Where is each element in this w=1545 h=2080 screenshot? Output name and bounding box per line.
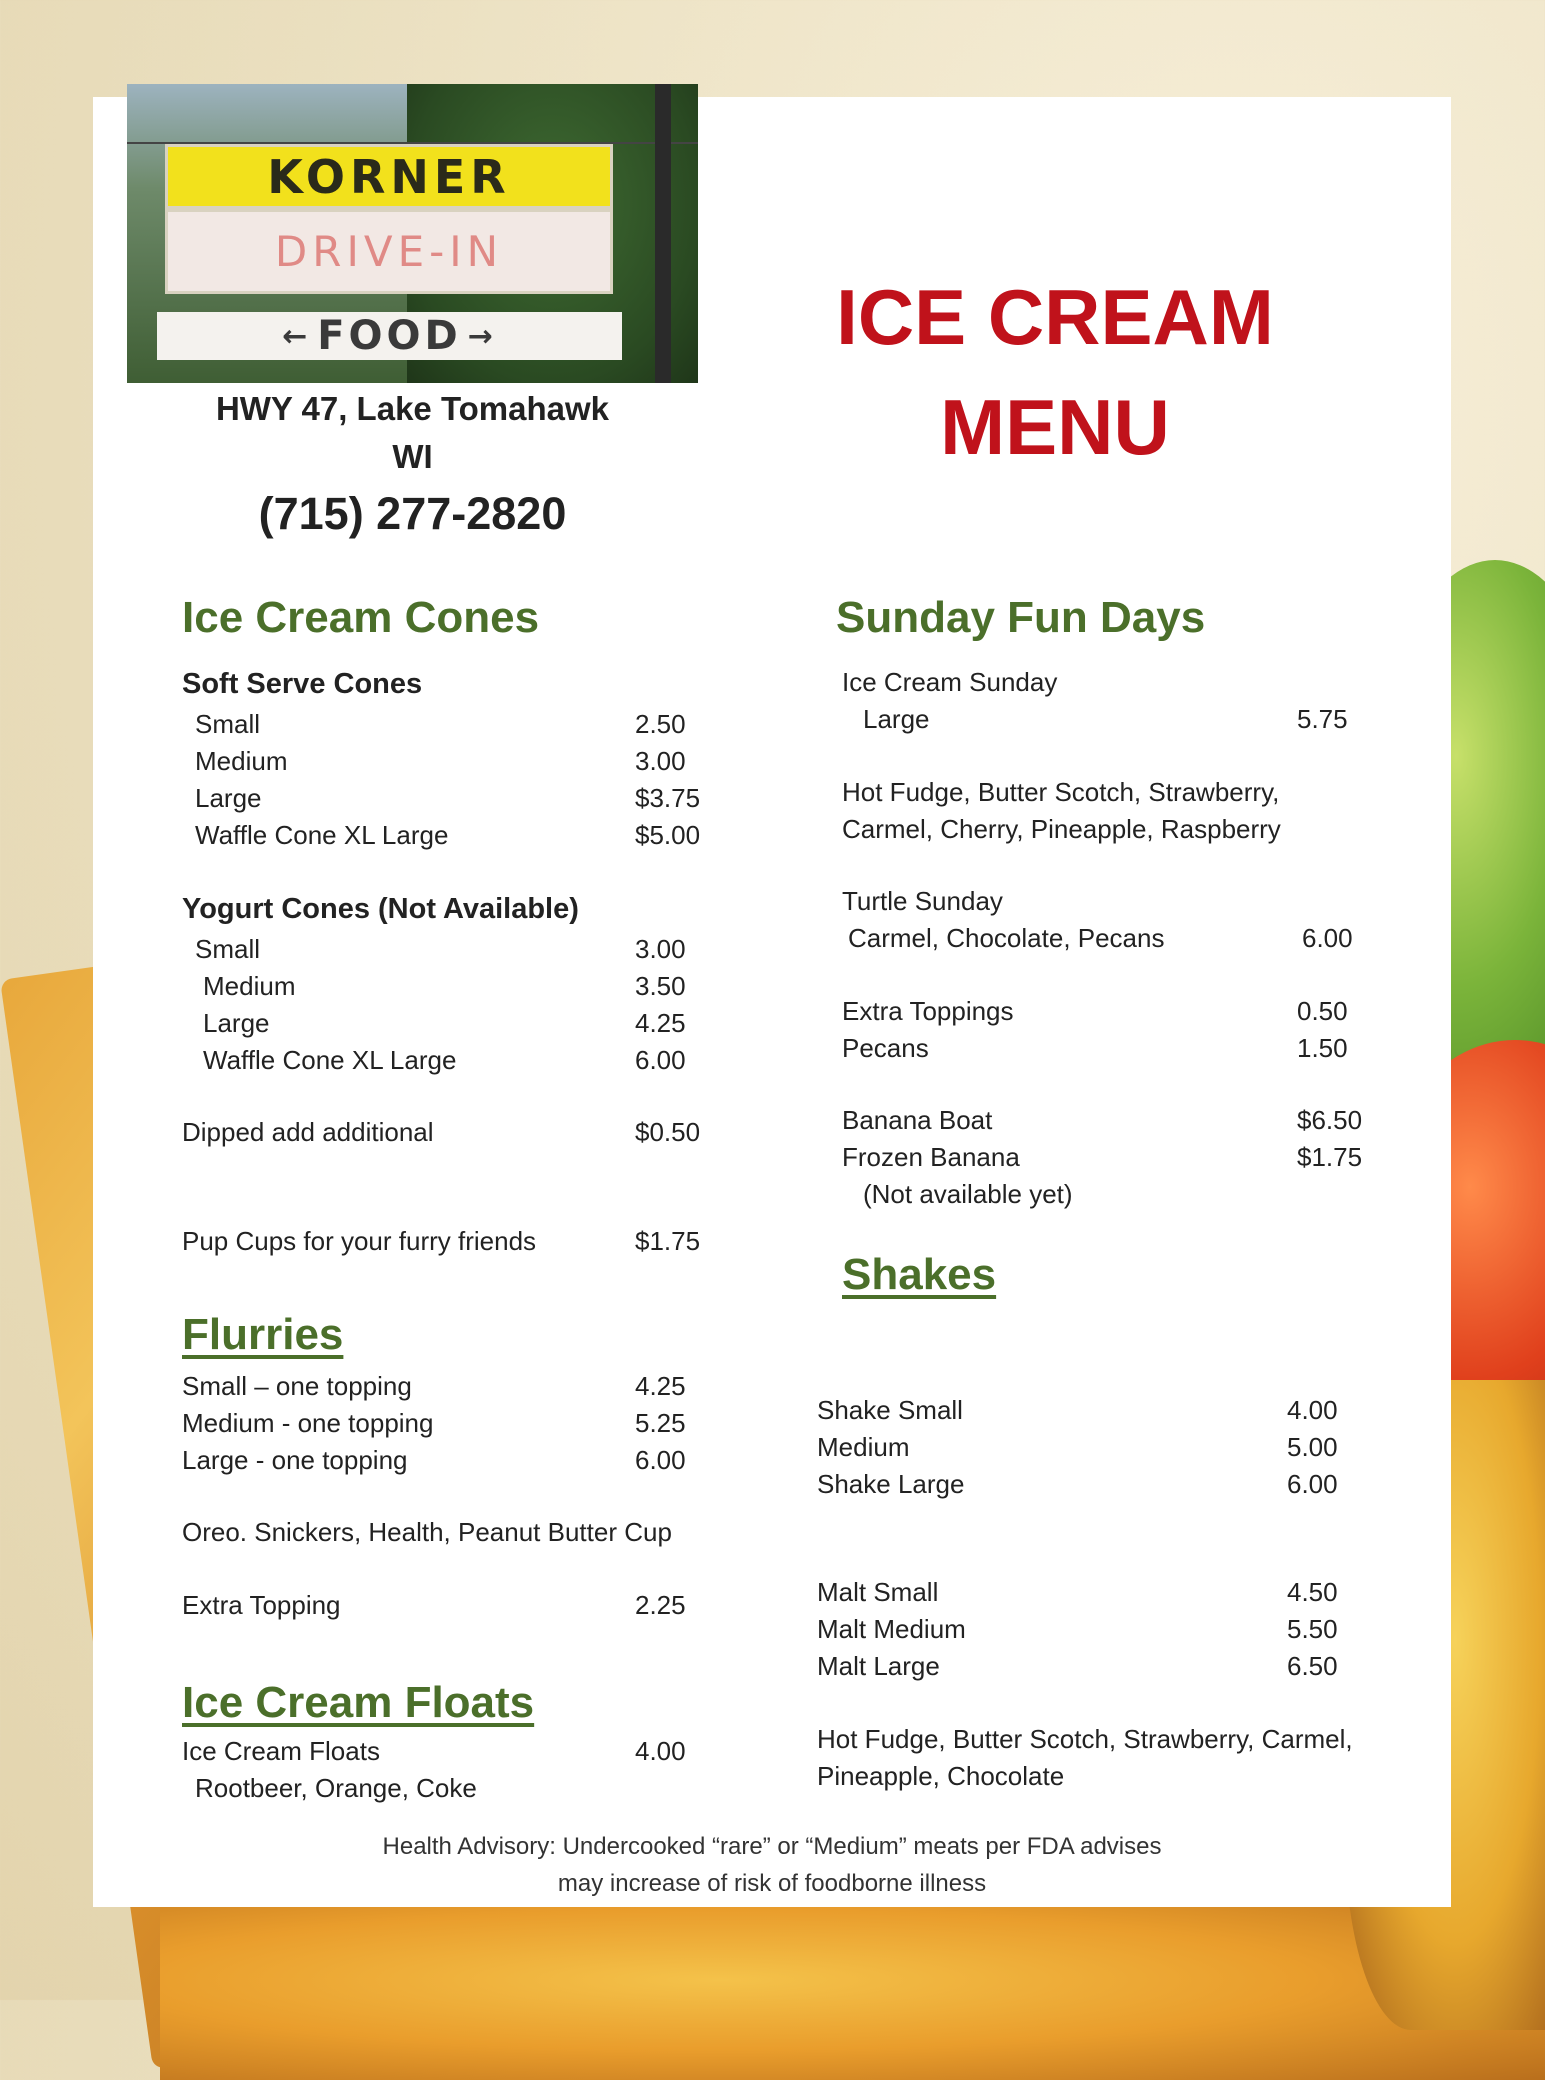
section-heading-sundays: Sunday Fun Days xyxy=(836,593,1206,642)
address-line2: WI xyxy=(392,438,433,475)
malt-item-price: 5.50 xyxy=(1287,1614,1338,1644)
sign-bottom-panel xyxy=(157,312,622,360)
turtle-sunday-desc: Carmel, Chocolate, Pecans xyxy=(848,923,1165,953)
shake-flavors-line2: Pineapple, Chocolate xyxy=(817,1761,1065,1791)
soft-serve-item-price: 2.50 xyxy=(635,709,686,739)
section-heading-flurries: Flurries xyxy=(182,1310,344,1359)
sign-photo xyxy=(127,84,698,383)
soft-serve-item-name: Small xyxy=(195,709,261,739)
frozen-banana-price: $1.75 xyxy=(1297,1142,1363,1172)
yogurt-item-name: Waffle Cone XL Large xyxy=(203,1045,457,1075)
section-heading-shakes: Shakes xyxy=(842,1250,997,1299)
malt-item-name: Malt Large xyxy=(817,1651,940,1681)
flurry-item-price: 5.25 xyxy=(635,1408,686,1438)
yogurt-item-price: 3.00 xyxy=(635,934,686,964)
shake-item-name: Shake Large xyxy=(817,1469,965,1499)
yogurt-item-name: Large xyxy=(203,1008,270,1038)
shake-item-price: 6.00 xyxy=(1287,1469,1338,1499)
float-flavors: Rootbeer, Orange, Coke xyxy=(195,1773,477,1803)
malt-item-name: Malt Medium xyxy=(817,1614,966,1644)
soft-serve-item-name: Waffle Cone XL Large xyxy=(195,820,449,850)
health-advisory-line2: may increase of risk of foodborne illness xyxy=(557,1870,987,1897)
sign-bottom-text: FOOD xyxy=(317,313,462,359)
turtle-sunday-price: 6.00 xyxy=(1302,923,1353,953)
shake-item-price: 4.00 xyxy=(1287,1395,1338,1425)
flurry-item-price: 6.00 xyxy=(635,1445,686,1475)
turtle-sunday-label: Turtle Sunday xyxy=(842,886,1003,916)
banana-boat-label: Banana Boat xyxy=(842,1105,993,1135)
malt-item-price: 4.50 xyxy=(1287,1577,1338,1607)
yogurt-item-price: 4.25 xyxy=(635,1008,686,1038)
extra-toppings-label: Extra Toppings xyxy=(842,996,1014,1026)
extra-topping-label: Extra Topping xyxy=(182,1590,341,1620)
soft-serve-item-name: Large xyxy=(195,783,262,813)
shake-item-name: Shake Small xyxy=(817,1395,963,1425)
menu-title-line2: MENU xyxy=(940,383,1170,471)
sunday-large-label: Large xyxy=(863,704,930,734)
malt-item-name: Malt Small xyxy=(817,1577,939,1607)
yogurt-item-price: 6.00 xyxy=(635,1045,686,1075)
ice-cream-sunday-label: Ice Cream Sunday xyxy=(842,667,1058,697)
sign-top-panel: KORNER xyxy=(165,144,613,209)
soft-serve-item-name: Medium xyxy=(195,746,288,776)
flurry-item-name: Medium - one topping xyxy=(182,1408,434,1438)
menu-title-line1: ICE CREAM xyxy=(836,273,1274,361)
float-item-price: 4.00 xyxy=(635,1736,686,1766)
sunday-toppings-line2: Carmel, Cherry, Pineapple, Raspberry xyxy=(842,814,1281,844)
yogurt-item-name: Medium xyxy=(203,971,296,1001)
section-heading-cones: Ice Cream Cones xyxy=(182,593,540,642)
banana-boat-price: $6.50 xyxy=(1297,1105,1363,1135)
frozen-banana-note: (Not available yet) xyxy=(863,1179,1073,1209)
flurry-item-price: 4.25 xyxy=(635,1371,686,1401)
pecans-label: Pecans xyxy=(842,1033,929,1063)
sunday-large-price: 5.75 xyxy=(1297,704,1348,734)
health-advisory xyxy=(93,1828,1451,1902)
shake-flavors-line1: Hot Fudge, Butter Scotch, Strawberry, Carmel, xyxy=(817,1724,1353,1754)
float-item-name: Ice Cream Floats xyxy=(182,1736,380,1766)
flurry-item-name: Small – one topping xyxy=(182,1371,412,1401)
flurry-item-name: Large - one topping xyxy=(182,1445,408,1475)
yogurt-item-name: Small xyxy=(195,934,261,964)
shake-item-price: 5.00 xyxy=(1287,1432,1338,1462)
soft-serve-item-price: 3.00 xyxy=(635,746,686,776)
address-line1: HWY 47, Lake Tomahawk xyxy=(215,390,610,427)
pup-cups-label: Pup Cups for your furry friends xyxy=(182,1226,537,1256)
sign-board xyxy=(165,144,698,364)
dipped-price: $0.50 xyxy=(635,1117,701,1147)
soft-serve-item-price: $3.75 xyxy=(635,783,701,813)
extra-topping-price: 2.25 xyxy=(635,1590,686,1620)
yogurt-label: Yogurt Cones (Not Available) xyxy=(182,893,579,925)
arrow-right-icon: → xyxy=(467,318,497,354)
pup-cups-price: $1.75 xyxy=(635,1226,701,1256)
shake-item-name: Medium xyxy=(817,1432,910,1462)
soft-serve-item-price: $5.00 xyxy=(635,820,701,850)
soft-serve-label: Soft Serve Cones xyxy=(182,668,423,700)
yogurt-item-price: 3.50 xyxy=(635,971,686,1001)
dipped-label: Dipped add additional xyxy=(182,1117,434,1147)
sign-middle-panel: DRIVE-IN xyxy=(165,209,613,294)
section-heading-floats: Ice Cream Floats xyxy=(182,1678,535,1727)
background-bottom-food xyxy=(160,1880,1545,2080)
pecans-price: 1.50 xyxy=(1297,1033,1348,1063)
arrow-left-icon: ← xyxy=(282,318,312,354)
phone-number: (715) 277-2820 xyxy=(258,488,567,539)
frozen-banana-label: Frozen Banana xyxy=(842,1142,1020,1172)
health-advisory-line1: Health Advisory: Undercooked “rare” or “Medium” meats per FDA advises xyxy=(382,1833,1162,1860)
extra-toppings-price: 0.50 xyxy=(1297,996,1348,1026)
menu-title xyxy=(750,262,1360,482)
sunday-toppings-line1: Hot Fudge, Butter Scotch, Strawberry, xyxy=(842,777,1280,807)
flurry-flavors: Oreo. Snickers, Health, Peanut Butter Cup xyxy=(182,1517,672,1547)
malt-item-price: 6.50 xyxy=(1287,1651,1338,1681)
